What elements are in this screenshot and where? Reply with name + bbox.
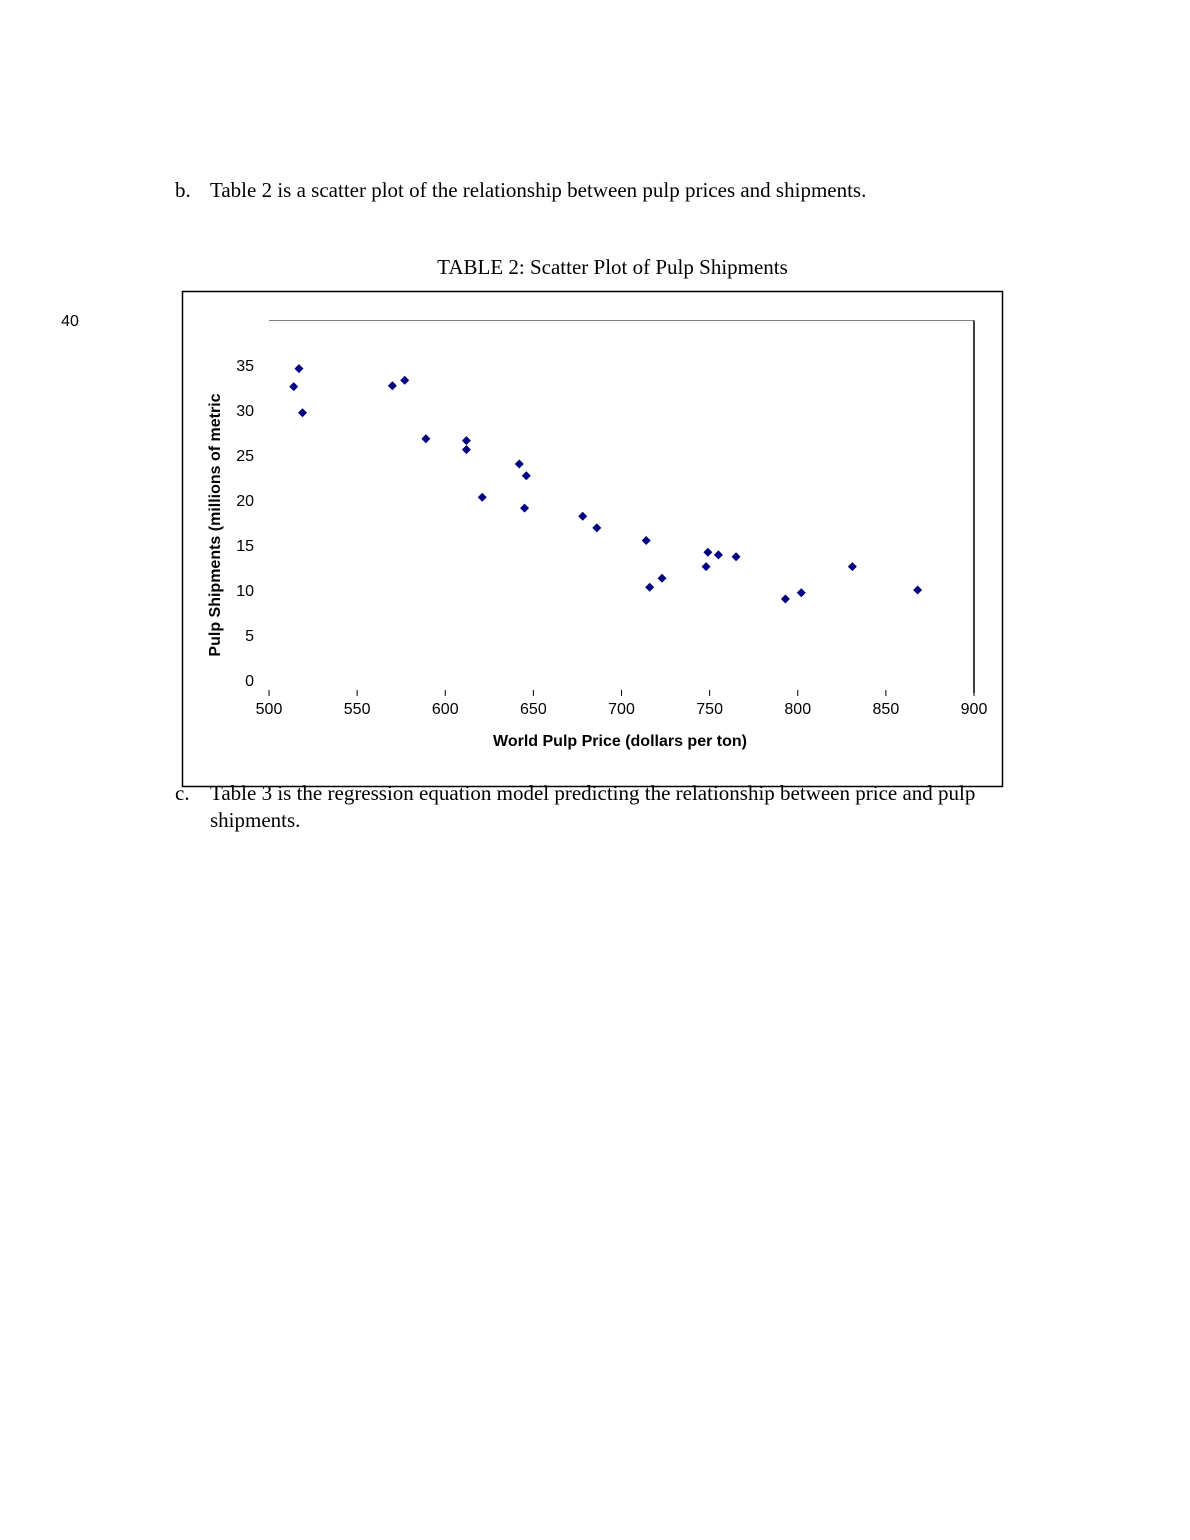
y-tick-label: 35 (236, 358, 254, 375)
y-tick-label: 5 (245, 628, 254, 645)
paragraph-c-text-line1: Table 3 is the regression equation model predicting the relationship between price and pulp (210, 781, 976, 805)
x-tick-label: 850 (872, 701, 900, 718)
list-marker-c: c. (175, 781, 190, 805)
y-tick-label: 15 (236, 538, 254, 555)
x-tick-label: 700 (608, 701, 635, 718)
y-tick-label: 20 (236, 493, 254, 510)
list-marker-b: b. (175, 178, 191, 202)
y-tick-label: 25 (236, 448, 254, 465)
x-tick-label: 750 (696, 701, 723, 718)
x-tick-label: 500 (255, 701, 283, 718)
y-tick-label: 10 (236, 583, 254, 600)
y-tick-label: 30 (236, 403, 254, 420)
paragraph-c (175, 780, 1075, 836)
x-axis-title: World Pulp Price (dollars per ton) (493, 733, 747, 750)
paragraph-c-text-line2: shipments. (210, 808, 301, 832)
y-tick-label: 0 (245, 673, 254, 690)
y-axis-title: Pulp Shipments (millions of metric (207, 393, 224, 657)
paragraph-b-text: Table 2 is a scatter plot of the relationship between pulp prices and shipments. (210, 178, 867, 202)
x-tick-label: 550 (343, 701, 371, 718)
y-tick-label: 40 (61, 313, 79, 330)
x-tick-label: 650 (520, 701, 547, 718)
x-tick-label: 800 (784, 701, 812, 718)
x-tick-label: 900 (960, 701, 988, 718)
chart-title: TABLE 2: Scatter Plot of Pulp Shipments (437, 255, 788, 279)
x-tick-label: 600 (431, 701, 459, 718)
